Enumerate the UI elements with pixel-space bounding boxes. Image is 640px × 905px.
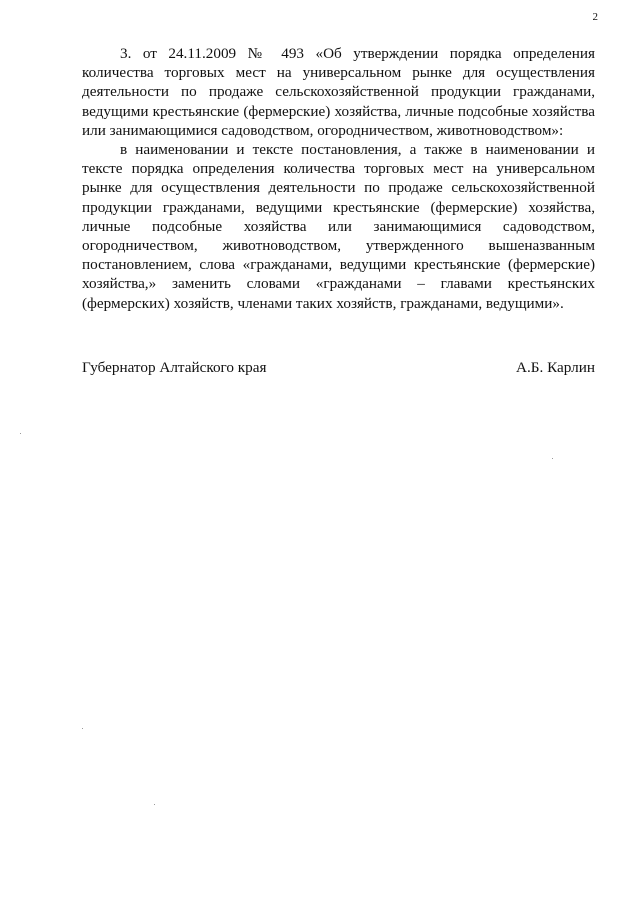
scan-speck — [552, 458, 553, 459]
signatory-position: Губернатор Алтайского края — [82, 359, 267, 376]
scan-speck — [82, 728, 83, 729]
paragraph-item-3: 3. от 24.11.2009 № 493 «Об утверждении порядка определения количества торговых мест на универсальном рынке для осуществления деятельности по продаже сельскохозяйственной продукции гражданами, ведущими крестьянские (фермерские) хозяйства, личные подсобные хозяйства или занимающимися садоводством, огородничеством, животноводством»: — [82, 45, 595, 139]
scan-speck — [154, 804, 155, 805]
scan-speck — [20, 433, 21, 434]
signatory-name: А.Б. Карлин — [516, 359, 595, 376]
page-number: 2 — [592, 11, 598, 23]
paragraph-amendment-text: в наименовании и тексте постановления, а также в наименовании и тексте порядка определения количества торговых мест на универсальном рынке для осуществления деятельности по продаже сельскохозяйственной продукции гражданами, ведущими крестьянские (фермерские) хозяйства, личные подсобные хозяйства или занимающимися садоводством, огородничеством, животноводством, утвержденного вышеназванным постановлением, слова «гражданами, ведущими крестьянские (фермерские) хозяйства,» заменить словами «гражданами – главами крестьянских (фермерских) хозяйств, членами таких хозяйств, гражданами, ведущими». — [82, 141, 595, 312]
signature-block — [82, 358, 595, 377]
document-body — [82, 44, 595, 313]
